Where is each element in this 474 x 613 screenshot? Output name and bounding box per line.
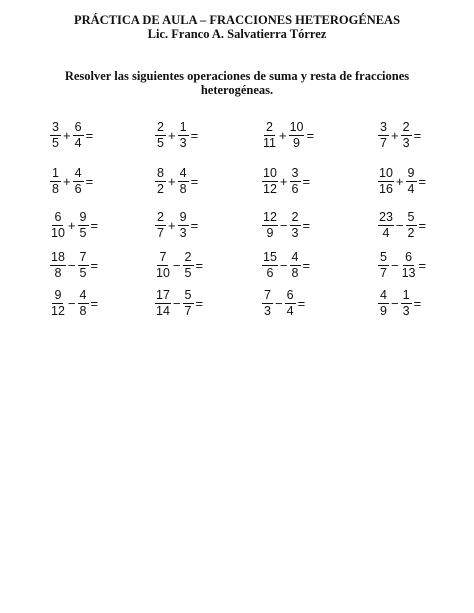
second-numerator: 1 (401, 289, 412, 304)
first-denominator: 7 (380, 136, 387, 150)
exercise (50, 167, 93, 196)
first-denominator: 10 (51, 226, 65, 240)
first-fraction (155, 121, 166, 150)
second-fraction (78, 211, 89, 240)
first-fraction (50, 167, 61, 196)
second-denominator: 8 (291, 266, 299, 280)
exercise (262, 167, 310, 196)
first-denominator: 11 (263, 136, 276, 150)
first-fraction (262, 167, 278, 196)
second-denominator: 3 (291, 226, 299, 240)
exercise (262, 211, 310, 240)
equals-sign: = (195, 258, 204, 273)
operator-sign: − (67, 296, 76, 311)
first-numerator: 7 (157, 251, 168, 266)
equals-sign: = (195, 296, 204, 311)
first-numerator: 3 (50, 121, 61, 136)
operator-sign: − (275, 296, 283, 311)
first-fraction (378, 251, 389, 280)
first-denominator: 5 (52, 136, 59, 150)
first-denominator: 4 (382, 226, 390, 240)
operator-sign: + (391, 128, 399, 143)
first-numerator: 15 (263, 250, 277, 264)
first-denominator: 2 (157, 182, 164, 196)
equals-sign: = (190, 128, 199, 143)
equals-sign: = (85, 174, 94, 189)
first-numerator: 6 (52, 211, 63, 226)
equals-sign: = (302, 174, 311, 189)
second-denominator: 6 (291, 182, 299, 196)
second-fraction (401, 289, 412, 318)
first-numerator: 9 (52, 289, 63, 304)
first-numerator: 2 (155, 121, 166, 136)
first-fraction (262, 121, 277, 150)
first-denominator: 7 (380, 266, 387, 280)
second-numerator: 9 (78, 211, 89, 226)
second-denominator: 5 (79, 266, 87, 280)
first-fraction (378, 211, 394, 240)
second-denominator: 8 (79, 304, 87, 318)
first-numerator: 23 (379, 210, 393, 224)
operator-sign: − (279, 218, 288, 233)
exercise (378, 251, 426, 280)
second-fraction (178, 211, 189, 240)
first-fraction (155, 251, 171, 280)
second-numerator: 4 (178, 167, 189, 182)
first-fraction (50, 251, 66, 280)
second-fraction (290, 251, 301, 280)
second-fraction (401, 251, 417, 280)
exercise (155, 121, 198, 150)
exercise (378, 289, 421, 318)
first-numerator: 8 (155, 167, 166, 182)
equals-sign: = (418, 218, 427, 233)
equals-sign: = (302, 258, 311, 273)
second-fraction (406, 167, 417, 196)
first-fraction (378, 289, 389, 318)
second-fraction (178, 121, 189, 150)
second-fraction (78, 289, 89, 318)
second-fraction (73, 121, 84, 150)
first-fraction (262, 289, 273, 318)
first-denominator: 5 (157, 136, 164, 150)
first-fraction (155, 167, 166, 196)
first-fraction (50, 211, 66, 240)
equals-sign: = (413, 128, 422, 143)
first-fraction (155, 289, 171, 318)
first-fraction (50, 121, 61, 150)
exercise (155, 211, 198, 240)
exercise (262, 289, 305, 318)
second-denominator: 2 (407, 226, 415, 240)
exercise (155, 167, 198, 196)
first-fraction (155, 211, 166, 240)
first-fraction (378, 121, 389, 150)
worksheet-title: PRÁCTICA DE AULA – FRACCIONES HETEROGÉNEAS (73, 13, 401, 27)
second-numerator: 9 (178, 211, 189, 226)
operator-sign: + (279, 174, 288, 189)
second-denominator: 3 (402, 304, 410, 318)
first-denominator: 10 (156, 266, 170, 280)
first-denominator: 8 (52, 182, 59, 196)
operator-sign: + (63, 174, 71, 189)
equals-sign: = (90, 296, 99, 311)
second-fraction (78, 251, 89, 280)
second-numerator: 2 (401, 121, 412, 136)
operator-sign: + (168, 128, 176, 143)
second-fraction (285, 289, 296, 318)
exercise (262, 251, 310, 280)
operator-sign: − (391, 258, 399, 273)
operator-sign: − (395, 218, 404, 233)
second-fraction (73, 167, 84, 196)
first-denominator: 12 (263, 182, 277, 196)
second-numerator: 3 (290, 167, 301, 182)
first-denominator: 3 (264, 304, 271, 318)
operator-sign: − (279, 258, 288, 273)
instructions-line-1: Resolver las siguientes operaciones de suma y resta de fracciones (64, 69, 410, 83)
second-denominator: 7 (184, 304, 192, 318)
equals-sign: = (297, 296, 306, 311)
second-denominator: 4 (74, 136, 82, 150)
operator-sign: + (168, 174, 176, 189)
operator-sign: + (63, 128, 71, 143)
first-denominator: 6 (266, 266, 274, 280)
second-numerator: 4 (290, 251, 301, 266)
exercise (378, 211, 426, 240)
first-numerator: 1 (50, 167, 61, 182)
second-denominator: 4 (407, 182, 415, 196)
exercise (378, 121, 421, 150)
worksheet-author: Lic. Franco A. Salvatierra Tórrez (147, 27, 327, 41)
first-numerator: 3 (378, 121, 389, 136)
second-denominator: 8 (179, 182, 187, 196)
exercise (50, 121, 93, 150)
operator-sign: − (67, 258, 76, 273)
exercise (155, 289, 203, 318)
second-fraction (183, 251, 194, 280)
equals-sign: = (90, 218, 99, 233)
first-denominator: 8 (54, 266, 62, 280)
first-fraction (262, 251, 278, 280)
first-numerator: 18 (51, 250, 65, 264)
second-numerator: 10 (289, 120, 304, 134)
second-denominator: 6 (74, 182, 82, 196)
second-denominator: 4 (286, 304, 294, 318)
equals-sign: = (413, 296, 422, 311)
equals-sign: = (190, 218, 199, 233)
second-fraction (289, 121, 305, 150)
second-numerator: 6 (73, 121, 84, 136)
first-numerator: 10 (263, 166, 277, 180)
first-denominator: 12 (51, 304, 65, 318)
first-fraction (378, 167, 394, 196)
first-fraction (50, 289, 66, 318)
second-numerator: 6 (285, 289, 296, 304)
first-fraction (262, 211, 278, 240)
equals-sign: = (302, 218, 311, 233)
first-numerator: 2 (155, 211, 166, 226)
first-numerator: 10 (379, 166, 393, 180)
operator-sign: + (168, 218, 176, 233)
second-fraction (183, 289, 194, 318)
equals-sign: = (190, 174, 199, 189)
equals-sign: = (85, 128, 94, 143)
first-numerator: 2 (264, 121, 275, 136)
second-denominator: 3 (179, 226, 187, 240)
second-numerator: 5 (183, 289, 194, 304)
first-denominator: 9 (266, 226, 274, 240)
second-denominator: 13 (401, 266, 416, 280)
first-numerator: 5 (378, 251, 389, 266)
second-denominator: 9 (293, 136, 300, 150)
operator-sign: − (172, 296, 181, 311)
second-numerator: 7 (78, 251, 89, 266)
first-numerator: 17 (156, 288, 170, 302)
second-numerator: 1 (178, 121, 189, 136)
exercise (378, 167, 426, 196)
first-denominator: 14 (156, 304, 170, 318)
operator-sign: + (67, 218, 76, 233)
first-denominator: 7 (157, 226, 164, 240)
exercise (50, 211, 98, 240)
exercise (50, 289, 98, 318)
second-numerator: 6 (403, 251, 414, 266)
equals-sign: = (90, 258, 99, 273)
second-denominator: 5 (184, 266, 192, 280)
operator-sign: + (278, 128, 287, 143)
operator-sign: − (391, 296, 399, 311)
second-fraction (290, 211, 301, 240)
equals-sign: = (306, 128, 315, 143)
exercise (262, 121, 314, 150)
second-numerator: 2 (183, 251, 194, 266)
second-numerator: 5 (406, 211, 417, 226)
first-numerator: 12 (263, 210, 277, 224)
operator-sign: + (395, 174, 404, 189)
second-fraction (406, 211, 417, 240)
second-numerator: 9 (406, 167, 417, 182)
exercise (155, 251, 203, 280)
second-fraction (178, 167, 189, 196)
equals-sign: = (418, 174, 427, 189)
operator-sign: − (172, 258, 181, 273)
first-denominator: 16 (379, 182, 393, 196)
second-numerator: 4 (73, 167, 84, 182)
first-numerator: 4 (378, 289, 389, 304)
instructions-line-2: heterogéneas. (200, 83, 274, 97)
first-denominator: 9 (380, 304, 387, 318)
second-numerator: 4 (78, 289, 89, 304)
second-denominator: 3 (402, 136, 410, 150)
equals-sign: = (418, 258, 427, 273)
second-numerator: 2 (290, 211, 301, 226)
first-numerator: 7 (262, 289, 273, 304)
exercise (50, 251, 98, 280)
second-denominator: 3 (179, 136, 187, 150)
second-denominator: 5 (79, 226, 87, 240)
second-fraction (401, 121, 412, 150)
second-fraction (290, 167, 301, 196)
